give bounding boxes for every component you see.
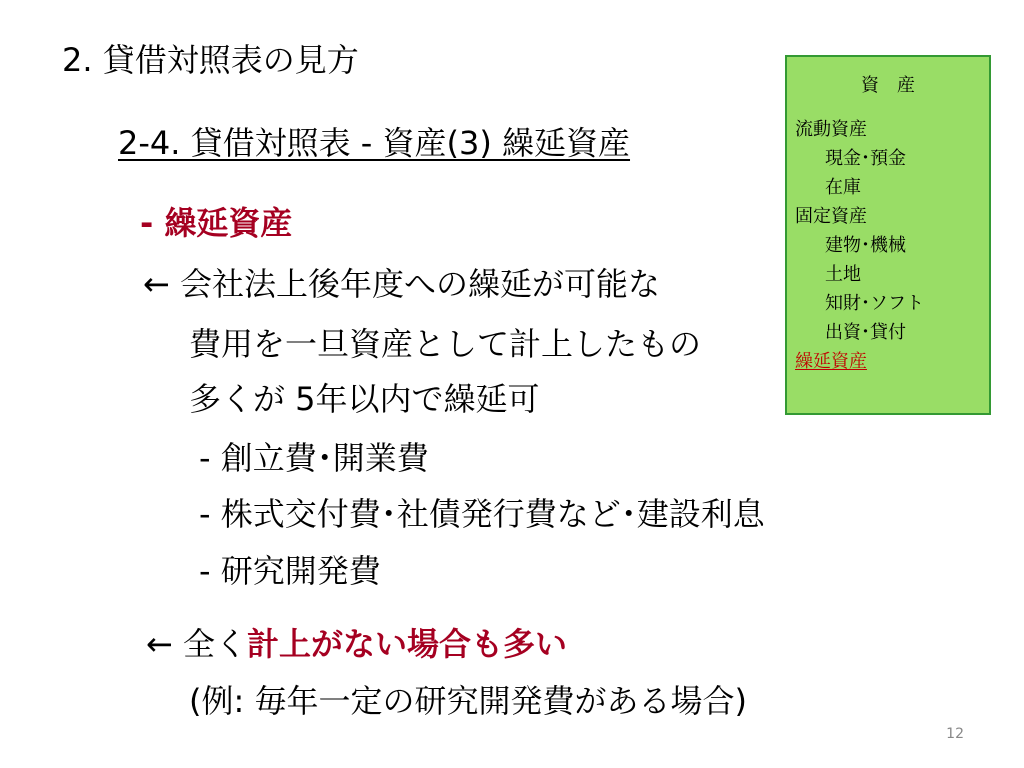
bullet-rd-costs: - 研究開発費: [199, 552, 381, 590]
box-item-land: 土地: [825, 264, 861, 285]
note-line: [146, 625, 568, 663]
box-item-deferred-assets: 繰延資産: [795, 351, 867, 372]
box-item-buildings-machinery: 建物･機械: [825, 235, 906, 256]
note-emphasis: 計上がない場合も多い: [247, 625, 568, 663]
box-item-fixed-assets: 固定資産: [795, 206, 867, 227]
box-item-investments-loans: 出資･貸付: [825, 322, 906, 343]
box-item-ip-software: 知財･ソフト: [825, 293, 924, 314]
box-item-current-assets: 流動資産: [795, 119, 867, 140]
body-line-3: 多くが 5年以内で繰延可: [189, 380, 540, 418]
section-heading: - 繰延資産: [140, 204, 293, 242]
example-line: (例: 毎年一定の研究開発費がある場合): [189, 682, 747, 720]
page-number: 12: [946, 726, 964, 742]
body-line-2: 費用を一旦資産として計上したもの: [189, 325, 702, 363]
note-prefix: ← 全く: [146, 625, 247, 663]
asset-categories-box: [785, 55, 991, 415]
section-subtitle: 2-4. 貸借対照表 - 資産(3) 繰延資産: [118, 124, 631, 162]
body-line-1: ← 会社法上後年度への繰延が可能な: [143, 265, 660, 303]
bullet-issuance-costs: - 株式交付費･社債発行費など･建設利息: [199, 495, 765, 533]
box-title: 資 産: [861, 75, 915, 96]
box-item-inventory: 在庫: [825, 177, 861, 198]
box-item-cash-deposits: 現金･預金: [825, 148, 906, 169]
slide-title: 2. 貸借対照表の見方: [62, 41, 359, 79]
bullet-founding-costs: - 創立費･開業費: [199, 439, 429, 477]
